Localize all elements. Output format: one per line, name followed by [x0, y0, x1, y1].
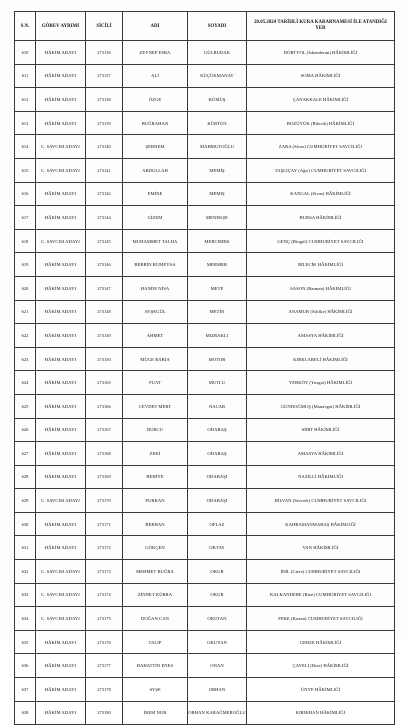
cell-soyadi: MAHMUTOĞLU: [188, 135, 247, 159]
cell-sn: 637: [15, 678, 36, 702]
cell-soyadi: MEMİŞ: [188, 158, 247, 182]
cell-soyadi: MIZRAKLI: [188, 324, 247, 348]
cell-sn: 614: [15, 135, 36, 159]
cell-atandigi-yer: ÇANAKKALE HÂKİMLİĞİ: [247, 88, 395, 112]
cell-sn: 638: [15, 701, 36, 725]
cell-sn: 615: [15, 158, 36, 182]
table-row: [15, 394, 395, 418]
cell-atandigi-yer: SOMA HÂKİMLİĞİ: [247, 64, 395, 88]
cell-soyadi: KÜRTÜN: [188, 111, 247, 135]
cell-sicil: 273142: [86, 182, 123, 206]
cell-sicil: 273137: [86, 64, 123, 88]
cell-gorev: C. SAVCISI ADAYI: [36, 607, 86, 631]
table-row: [15, 654, 395, 678]
cell-soyadi: MERCİMEK: [188, 229, 247, 253]
header-sn: S.N.: [15, 12, 36, 41]
cell-sicil: 273141: [86, 158, 123, 182]
header-gorev: GÖREV AYRIMI: [36, 12, 86, 41]
cell-adi: BUĞRAHAN: [123, 111, 188, 135]
cell-sicil: 273136: [86, 41, 123, 65]
cell-sicil: 273144: [86, 206, 123, 230]
cell-gorev: HÂKİM ADAYI: [36, 536, 86, 560]
cell-sn: 622: [15, 324, 36, 348]
cell-atandigi-yer: İDİL (Cizre) CUMHURİYET SAVCILIĞI: [247, 560, 395, 584]
cell-soyadi: ONAN: [188, 654, 247, 678]
cell-adi: MUHAMMET TALHA: [123, 229, 188, 253]
cell-sn: 612: [15, 88, 36, 112]
table-row: [15, 489, 395, 513]
cell-sn: 613: [15, 111, 36, 135]
cell-soyadi: METE: [188, 276, 247, 300]
cell-sn: 618: [15, 229, 36, 253]
cell-soyadi: ODABAŞ: [188, 418, 247, 442]
cell-gorev: C. SAVCISI ADAYI: [36, 560, 86, 584]
cell-gorev: HÂKİM ADAYI: [36, 182, 86, 206]
table-row: [15, 442, 395, 466]
cell-adi: CEVDET MERT: [123, 394, 188, 418]
cell-gorev: HÂKİM ADAYI: [36, 630, 86, 654]
table-row: [15, 583, 395, 607]
cell-atandigi-yer: DÖRTYOL (İskenderun) HÂKİMLİĞİ: [247, 41, 395, 65]
cell-sn: 616: [15, 182, 36, 206]
cell-sn: 636: [15, 654, 36, 678]
cell-adi: MEHMET BUĞRA: [123, 560, 188, 584]
table-row: [15, 300, 395, 324]
cell-atandigi-yer: ZARA (Sivas) CUMHURİYET SAVCILIĞI: [247, 135, 395, 159]
cell-adi: FURKAN: [123, 489, 188, 513]
cell-soyadi: KÜMÜŞ: [188, 88, 247, 112]
table-row: [15, 88, 395, 112]
table-row: [15, 701, 395, 725]
cell-atandigi-yer: FEKE (Kozan) CUMHURİYET SAVCILIĞI: [247, 607, 395, 631]
cell-soyadi: OKUYAN: [188, 630, 247, 654]
cell-gorev: HÂKİM ADAYI: [36, 206, 86, 230]
cell-sicil: 273146: [86, 253, 123, 277]
cell-atandigi-yer: BİLECİK HÂKİMLİĞİ: [247, 253, 395, 277]
cell-atandigi-yer: ÜNYE HÂKİMLİĞİ: [247, 678, 395, 702]
header-sicil: SİCİLİ: [86, 12, 123, 41]
cell-sicil: 273140: [86, 135, 123, 159]
cell-atandigi-yer: SASON (Batman) HÂKİMLİĞİ: [247, 276, 395, 300]
cell-sicil: 273139: [86, 111, 123, 135]
cell-adi: BERRİN RUMEYSA: [123, 253, 188, 277]
cell-sn: 626: [15, 418, 36, 442]
cell-sn: 633: [15, 583, 36, 607]
cell-gorev: HÂKİM ADAYI: [36, 394, 86, 418]
cell-soyadi: ODABAŞI: [188, 489, 247, 513]
cell-sn: 621: [15, 300, 36, 324]
cell-atandigi-yer: SİİRT HÂKİMLİĞİ: [247, 418, 395, 442]
cell-atandigi-yer: KALKANDERE (Rize) CUMHURİYET SAVCILIĞI: [247, 583, 395, 607]
cell-atandigi-yer: YERKÖY (Yozgat) HÂKİMLİĞİ: [247, 371, 395, 395]
table-row: [15, 678, 395, 702]
assignment-table: [14, 11, 395, 725]
cell-gorev: HÂKİM ADAYI: [36, 88, 86, 112]
cell-sn: 628: [15, 465, 36, 489]
table-row: [15, 347, 395, 371]
cell-sicil: 273169: [86, 465, 123, 489]
cell-sn: 627: [15, 442, 36, 466]
cell-adi: AYŞEGÜL: [123, 300, 188, 324]
cell-gorev: HÂKİM ADAYI: [36, 41, 86, 65]
cell-sicil: 273170: [86, 489, 123, 513]
cell-soyadi: ODABAŞ: [188, 442, 247, 466]
cell-sicil: 273166: [86, 394, 123, 418]
cell-sn: 624: [15, 371, 36, 395]
cell-atandigi-yer: HİLVAN (Siverek) CUMHURİYET SAVCILIĞI: [247, 489, 395, 513]
cell-atandigi-yer: GEBZE HÂKİMLİĞİ: [247, 630, 395, 654]
cell-adi: MÜGE RABİA: [123, 347, 188, 371]
cell-gorev: HÂKİM ADAYI: [36, 324, 86, 348]
cell-sn: 632: [15, 560, 36, 584]
table-row: [15, 111, 395, 135]
cell-soyadi: MENEKŞE: [188, 206, 247, 230]
table-body: [15, 41, 395, 725]
cell-sicil: 273174: [86, 583, 123, 607]
cell-sn: 635: [15, 630, 36, 654]
cell-soyadi: OKUTAN: [188, 607, 247, 631]
cell-sicil: 273147: [86, 276, 123, 300]
cell-atandigi-yer: GENÇ (Bingöl) CUMHURİYET SAVCILIĞI: [247, 229, 395, 253]
cell-adi: İREM NUR: [123, 701, 188, 725]
cell-adi: AHMET: [123, 324, 188, 348]
cell-soyadi: MUTLU: [188, 371, 247, 395]
header-atandigi-yer-text: 20.05.2024 TARİHLİ KURA KARARNAMESİ İLE ATANDIĞI YER: [254, 20, 387, 31]
cell-soyadi: OKTAY: [188, 536, 247, 560]
table-row: [15, 276, 395, 300]
cell-adi: ALİ: [123, 64, 188, 88]
cell-gorev: HÂKİM ADAYI: [36, 64, 86, 88]
cell-adi: BURCU: [123, 418, 188, 442]
cell-sicil: 273172: [86, 536, 123, 560]
cell-sicil: 273178: [86, 678, 123, 702]
header-adi: ADI: [123, 12, 188, 41]
cell-sicil: 273150: [86, 347, 123, 371]
cell-adi: GÖKÇEN: [123, 536, 188, 560]
cell-sn: 629: [15, 489, 36, 513]
cell-adi: AYŞE: [123, 678, 188, 702]
cell-sn: 623: [15, 347, 36, 371]
header-soyadi: SOYADI: [188, 12, 247, 41]
cell-sn: 630: [15, 512, 36, 536]
cell-soyadi: OFLAZ: [188, 512, 247, 536]
cell-atandigi-yer: BURSA HÂKİMLİĞİ: [247, 206, 395, 230]
cell-soyadi: MOTOR: [188, 347, 247, 371]
cell-soyadi: MEMİŞ: [188, 182, 247, 206]
cell-atandigi-yer: AMASYA HÂKİMLİĞİ: [247, 324, 395, 348]
cell-soyadi: OKUR: [188, 560, 247, 584]
cell-gorev: HÂKİM ADAYI: [36, 347, 86, 371]
cell-sicil: 273138: [86, 88, 123, 112]
cell-atandigi-yer: TAŞLIÇAY (Ağrı) CUMHURİYET SAVCILIĞI: [247, 158, 395, 182]
table-header-row: [15, 12, 395, 41]
cell-sicil: 273149: [86, 324, 123, 348]
table-row: [15, 512, 395, 536]
cell-soyadi: ODABAŞI: [188, 465, 247, 489]
cell-atandigi-yer: VAN HÂKİMLİĞİ: [247, 536, 395, 560]
cell-gorev: C. SAVCISI ADAYI: [36, 583, 86, 607]
cell-gorev: HÂKİM ADAYI: [36, 654, 86, 678]
cell-gorev: C. SAVCISI ADAYI: [36, 229, 86, 253]
cell-adi: ZEKİ: [123, 442, 188, 466]
table-row: [15, 206, 395, 230]
cell-adi: HANDE NİSA: [123, 276, 188, 300]
cell-atandigi-yer: AMASYA HÂKİMLİĞİ: [247, 442, 395, 466]
table-row: [15, 607, 395, 631]
cell-sicil: 273145: [86, 229, 123, 253]
table-row: [15, 465, 395, 489]
cell-gorev: HÂKİM ADAYI: [36, 300, 86, 324]
cell-gorev: HÂKİM ADAYI: [36, 371, 86, 395]
cell-sicil: 273171: [86, 512, 123, 536]
cell-atandigi-yer: ANAMUR (Silifke) HÂKİMLİĞİ: [247, 300, 395, 324]
cell-atandigi-yer: KIRIKHAN HÂKİMLİĞİ: [247, 701, 395, 725]
cell-adi: DOĞAN CAN: [123, 607, 188, 631]
table-row: [15, 158, 395, 182]
cell-atandigi-yer: KANGAL (Sivas) HÂKİMLİĞİ: [247, 182, 395, 206]
cell-atandigi-yer: ÇAYELİ (Rize) HÂKİMLİĞİ: [247, 654, 395, 678]
cell-gorev: HÂKİM ADAYI: [36, 678, 86, 702]
cell-gorev: HÂKİM ADAYI: [36, 253, 86, 277]
cell-sicil: 273168: [86, 442, 123, 466]
cell-adi: GİZEM: [123, 206, 188, 230]
cell-soyadi: METİN: [188, 300, 247, 324]
cell-sn: 617: [15, 206, 36, 230]
cell-sicil: 273148: [86, 300, 123, 324]
cell-gorev: HÂKİM ADAYI: [36, 442, 86, 466]
cell-adi: ZEYNEP ESRA: [123, 41, 188, 65]
cell-soyadi: GÜLBUDAK: [188, 41, 247, 65]
cell-sicil: 273165: [86, 371, 123, 395]
cell-adi: ABDULLAH: [123, 158, 188, 182]
cell-adi: BERHAN: [123, 512, 188, 536]
table-row: [15, 182, 395, 206]
cell-gorev: HÂKİM ADAYI: [36, 418, 86, 442]
table-row: [15, 41, 395, 65]
cell-atandigi-yer: KIRKLARELİ HÂKİMLİĞİ: [247, 347, 395, 371]
cell-sicil: 273175: [86, 607, 123, 631]
cell-gorev: C. SAVCISI ADAYI: [36, 489, 86, 513]
cell-soyadi: ORHAN: [188, 678, 247, 702]
table-row: [15, 229, 395, 253]
header-atandigi-yer: [247, 12, 395, 41]
cell-sn: 625: [15, 394, 36, 418]
table-row: [15, 64, 395, 88]
table-row: [15, 418, 395, 442]
table-row: [15, 536, 395, 560]
cell-adi: EMİNE: [123, 182, 188, 206]
table-row: [15, 324, 395, 348]
table-row: [15, 560, 395, 584]
cell-sn: 610: [15, 41, 36, 65]
cell-sn: 634: [15, 607, 36, 631]
cell-adi: FUAT: [123, 371, 188, 395]
cell-gorev: HÂKİM ADAYI: [36, 701, 86, 725]
cell-soyadi: OKUR: [188, 583, 247, 607]
cell-sicil: 273177: [86, 654, 123, 678]
cell-gorev: HÂKİM ADAYI: [36, 276, 86, 300]
cell-gorev: HÂKİM ADAYI: [36, 465, 86, 489]
cell-adi: BEHİYE: [123, 465, 188, 489]
table-row: [15, 371, 395, 395]
cell-gorev: C. SAVCISI ADAYI: [36, 158, 86, 182]
cell-sn: 620: [15, 276, 36, 300]
cell-atandigi-yer: KAHRAMANMARAŞ HÂKİMLİĞİ: [247, 512, 395, 536]
cell-atandigi-yer: GÜNDOĞMUŞ (Manavgat) HÂKİMLİĞİ: [247, 394, 395, 418]
cell-sn: 611: [15, 64, 36, 88]
table-row: [15, 253, 395, 277]
cell-soyadi: NACAR: [188, 394, 247, 418]
cell-sicil: 273167: [86, 418, 123, 442]
cell-soyadi: ORHAN KARAĞMEROĞLU: [188, 701, 247, 725]
cell-gorev: HÂKİM ADAYI: [36, 111, 86, 135]
table-row: [15, 630, 395, 654]
table-row: [15, 135, 395, 159]
cell-sicil: 273176: [86, 630, 123, 654]
cell-adi: ŞEBNEM: [123, 135, 188, 159]
cell-adi: ÖZGE: [123, 88, 188, 112]
cell-adi: ZİNNET KÜBRA: [123, 583, 188, 607]
cell-sicil: 273180: [86, 701, 123, 725]
cell-gorev: HÂKİM ADAYI: [36, 512, 86, 536]
cell-adi: TALİP: [123, 630, 188, 654]
cell-adi: BAHATTİN ENES: [123, 654, 188, 678]
cell-sn: 619: [15, 253, 36, 277]
cell-soyadi: KÜÇÜKMANAV: [188, 64, 247, 88]
cell-gorev: C. SAVCISI ADAYI: [36, 135, 86, 159]
cell-sn: 631: [15, 536, 36, 560]
cell-atandigi-yer: NAZİLLİ HÂKİMLİĞİ: [247, 465, 395, 489]
cell-soyadi: MERMER: [188, 253, 247, 277]
cell-sicil: 273173: [86, 560, 123, 584]
cell-atandigi-yer: BOZÜYÜK (Bilecik) HÂKİMLİĞİ: [247, 111, 395, 135]
